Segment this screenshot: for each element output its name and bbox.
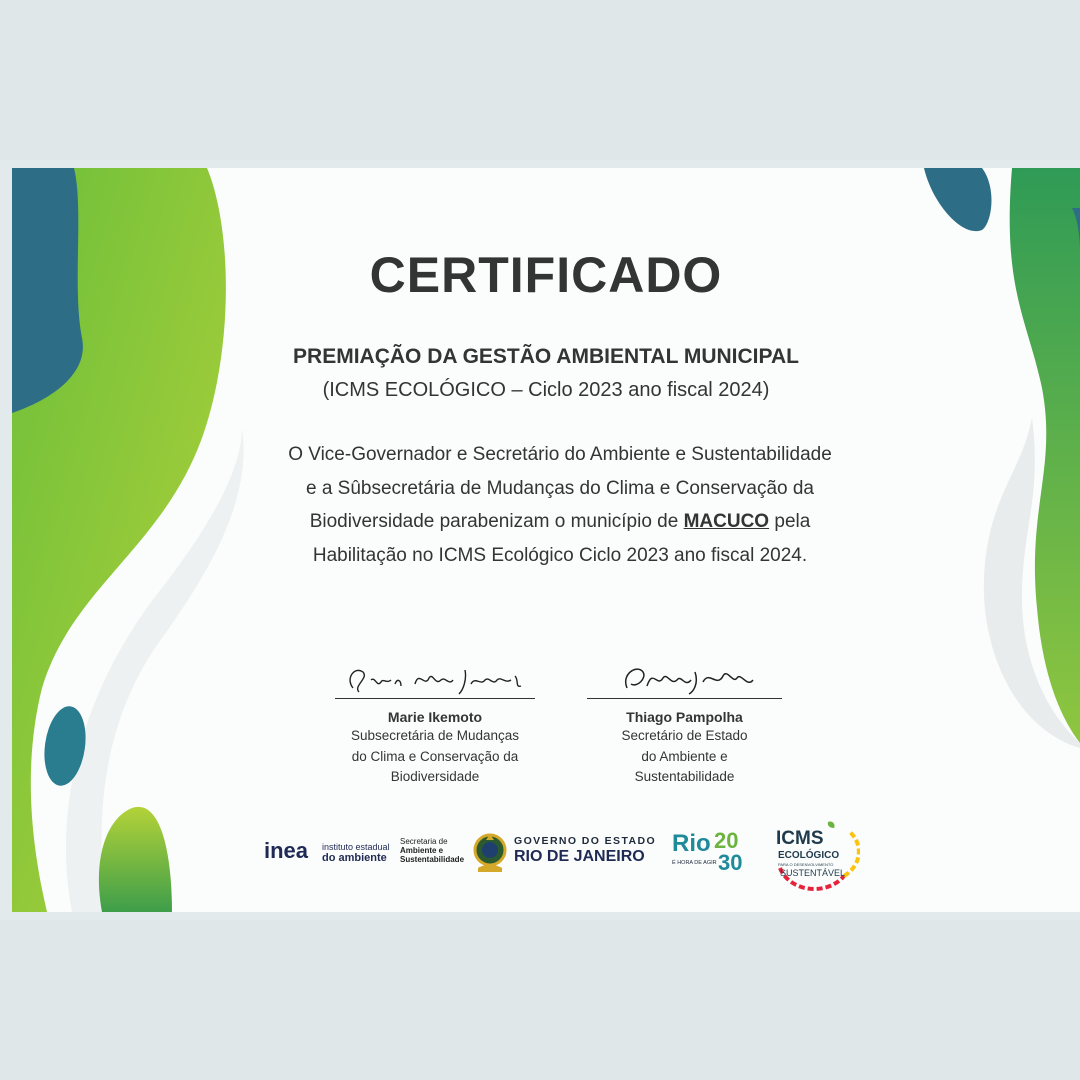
certificate-card <box>12 168 1080 912</box>
rj-coat-of-arms-icon <box>472 830 508 874</box>
body-line-3-text: Biodiversidade parabenizam o município de <box>309 511 679 532</box>
signature-line-1 <box>335 698 535 699</box>
handwritten-signature-1 <box>335 658 535 698</box>
page-background-top <box>0 0 1080 160</box>
governo-line-2: RIO DE JANEIRO <box>514 848 645 865</box>
body-line-3-end: pela <box>774 511 811 532</box>
inea-line-2: do ambiente <box>322 852 387 864</box>
body-line-3 <box>210 505 910 539</box>
icms-line-4: SUSTENTÁVEL <box>780 868 846 878</box>
signature-block-1 <box>330 658 540 787</box>
governo-rj-logo <box>472 830 662 876</box>
page-background-bottom <box>0 920 1080 1080</box>
certificate-title: CERTIFICADO <box>369 247 723 303</box>
signer-role-1-line-1: Subsecretária de Mudanças <box>350 728 520 743</box>
rio2030-tag: É HORA DE AGIR <box>672 860 717 866</box>
secretaria-line-1: Secretaria de <box>400 837 448 846</box>
certificate-subtitle: PREMIAÇÃO DA GESTÃO AMBIENTAL MUNICIPAL <box>293 345 799 368</box>
municipality-name: MACUCO <box>683 511 770 532</box>
inea-line-1: instituto estadual <box>322 842 390 852</box>
icms-line-1: ICMS <box>776 828 824 849</box>
inea-wordmark: inea <box>264 838 309 863</box>
icms-ecologico-logo <box>770 818 860 892</box>
body-line-1: O Vice-Governador e Secretário do Ambiente e Sustentabilidade <box>288 444 832 465</box>
signature-line-2 <box>587 698 782 699</box>
signer-role-1-line-3: Biodiversidade <box>390 769 480 784</box>
secretaria-line-3: Sustentabilidade <box>400 855 465 864</box>
signer-role-1-line-2: do Clima e Conservação da <box>351 748 519 764</box>
logos-row <box>12 808 1080 898</box>
signer-role-2-line-3: Sustentabilidade <box>634 769 735 784</box>
certificate-cycle: (ICMS ECOLÓGICO – Ciclo 2023 ano fiscal 2024) <box>322 379 770 401</box>
signer-name-2: Thiago Pampolha <box>626 709 743 725</box>
rio2030-word: Rio <box>672 830 711 857</box>
body-line-4: Habilitação no ICMS Ecológico Ciclo 2023 ano fiscal 2024. <box>312 544 808 566</box>
rio2030-logo <box>670 828 760 880</box>
inea-logo <box>264 838 394 868</box>
signer-role-2-line-2: do Ambiente e <box>641 748 728 764</box>
secretaria-line-2: Ambiente e <box>400 846 444 855</box>
signer-name-1: Marie Ikemoto <box>387 709 483 725</box>
signature-block-2 <box>587 658 782 787</box>
signer-role-2-line-1: Secretário de Estado <box>621 728 748 743</box>
icms-line-3: PARA O DESENVOLVIMENTO <box>778 862 834 867</box>
governo-line-1: GOVERNO DO ESTADO <box>514 835 657 847</box>
certificate-body <box>210 438 910 572</box>
rio2030-num-1: 20 <box>714 828 739 853</box>
secretaria-logo <box>400 837 470 869</box>
handwritten-signature-2 <box>587 658 782 698</box>
body-line-2: e a Sûbsecretária de Mudanças do Clima e Conservação da <box>305 477 814 499</box>
rio2030-num-2: 30 <box>718 850 743 875</box>
icms-line-2: ECOLÓGICO <box>778 850 840 861</box>
